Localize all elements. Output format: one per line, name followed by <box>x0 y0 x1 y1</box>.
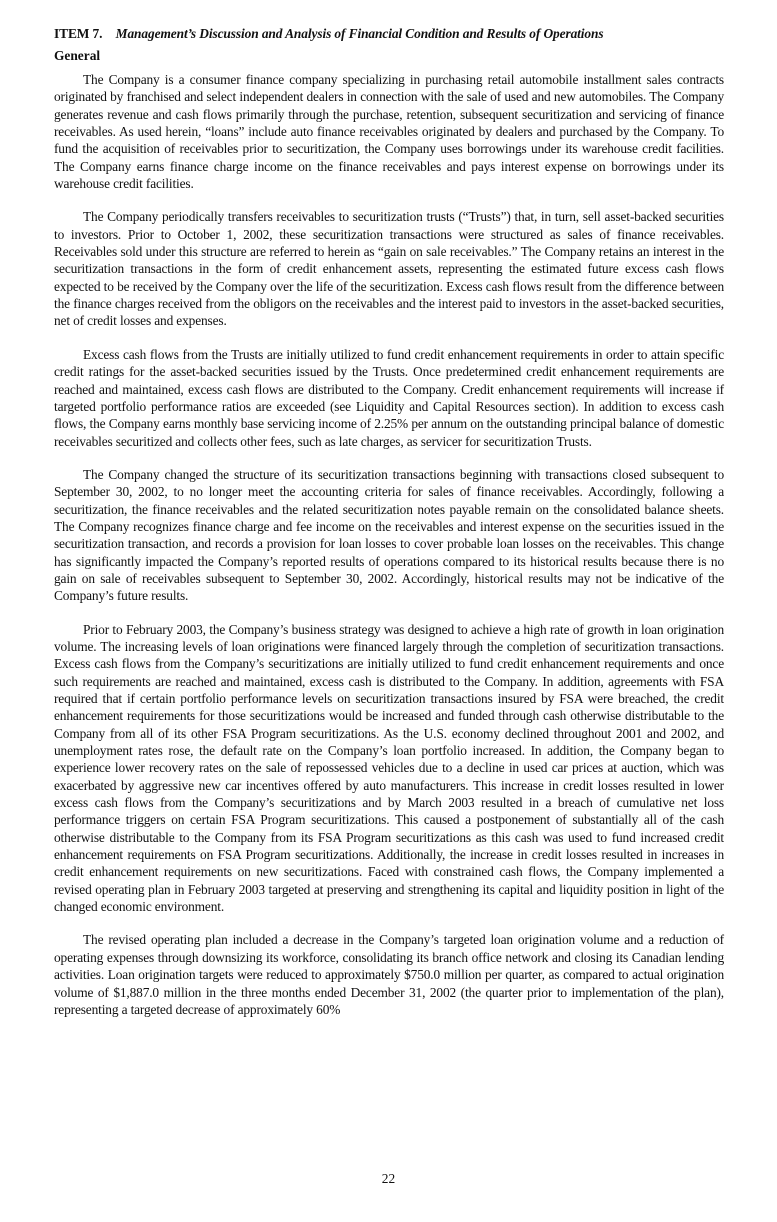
document-page <box>54 25 724 1034</box>
item-title: Management’s Discussion and Analysis of Financial Condition and Results of Operations <box>115 26 604 41</box>
paragraph-securitization-trusts: The Company periodically transfers receivables to securitization trusts (“Trusts”) that, in turn, sell asset-backed securities to investors. Prior to October 1, 2002, these securitization transactions were structured as sales of finance receivables. Receivables sold under this structure are referred to herein as “gain on sale receivables.” The Company retains an interest in the securitization transactions in the form of credit enhancement assets, representing the estimated future excess cash flows expected to be received by the Company over the life of the securitization. Excess cash flows result from the difference between the finance charges received from the obligors on the receivables and the interest paid to investors in the asset-backed securities, net of credit losses and expenses. <box>54 209 724 329</box>
item-number: ITEM 7. <box>54 26 103 41</box>
paragraph-excess-cash-flows: Excess cash flows from the Trusts are initially utilized to fund credit enhancement requirements in order to attain specific credit ratings for the asset-backed securities issued by the Trusts. Once predetermined credit enhancement requirements are reached and maintained, excess cash flows are distributed to the Company. Credit enhancement requirements will increase if targeted portfolio performance ratios are exceeded (see Liquidity and Capital Resources section). In addition to excess cash flows, the Company earns monthly base servicing income of 2.25% per annum on the outstanding principal balance of domestic receivables securitized and collects other fees, such as late charges, as servicer for securitization Trusts. <box>54 346 724 449</box>
item-heading <box>54 25 724 43</box>
paragraph-business-strategy: Prior to February 2003, the Company’s business strategy was designed to achieve a high rate of growth in loan origination volume. The increasing levels of loan originations were financed largely through the completion of securitization transactions. Excess cash flows from the Company’s securitizations are initially utilized to fund credit enhancement requirements and once such requirements are reached and maintained, excess cash is distributed to the Company. In addition, agreements with FSA required that if certain portfolio performance levels on securitization transactions insured by FSA were breached, the credit enhancement requirements for those securitizations would be increased and funded through cash otherwise distributable to the Company from all of its other FSA Program securitizations. As the U.S. economy declined throughout 2001 and 2002, and unemployment rates rose, the default rate on the Company’s loan portfolio increased. In addition, the Company began to experience lower recovery rates on the sale of repossessed vehicles due to a decline in used car prices at auction, which was exacerbated by aggressive new car incentives offered by auto manufacturers. This increase in credit losses resulted in lower excess cash flows from the Company’s securitizations and by March 2003 resulted in a breach of cumulative net loss performance triggers on certain FSA Program securitizations. This caused a postponement of substantially all of the cash otherwise distributable to the Company from its FSA Program securitizations as this cash was used to fund increased credit enhancement requirements on FSA Program securitizations. Additionally, the increase in credit losses resulted in increases in credit enhancement requirements on new securitizations. Faced with constrained cash flows, the Company implemented a revised operating plan in February 2003 targeted at preserving and strengthening its capital and liquidity position in light of the changed economic environment. <box>54 621 724 915</box>
section-heading: General <box>54 48 101 63</box>
page-number: 22 <box>381 1171 396 1186</box>
paragraph-business-overview: The Company is a consumer finance company specializing in purchasing retail automobile installment sales contracts originated by franchised and select independent dealers in connection with the sale of used and new automobiles. The Company generates revenue and cash flows primarily through the purchase, retention, subsequent securitization and servicing of finance receivables. As used herein, “loans” include auto finance receivables originated by dealers and purchased by the Company. To fund the acquisition of receivables prior to securitization, the Company uses borrowings under its warehouse credit facilities. The Company earns finance charge income on the finance receivables and pays interest expense on borrowings under its warehouse credit facilities. <box>54 72 724 192</box>
paragraph-revised-operating-plan: The revised operating plan included a decrease in the Company’s targeted loan origination volume and a reduction of operating expenses through downsizing its workforce, consolidating its branch office network and closing its Canadian lending activities. Loan origination targets were reduced to approximately $750.0 million per quarter, as compared to actual origination volume of $1,887.0 million in the three months ended December 31, 2002 (the quarter prior to implementation of the plan), representing a targeted decrease of approximately 60% <box>54 932 724 1017</box>
paragraph-structure-change: The Company changed the structure of its securitization transactions beginning with transactions closed subsequent to September 30, 2002, to no longer meet the accounting criteria for sales of finance receivables. Accordingly, following a securitization, the finance receivables and the related securitization notes payable remain on the consolidated balance sheets. The Company recognizes finance charge and fee income on the receivables and interest expense on the securities issued in the securitization transaction, and records a provision for loan losses to cover probable loan losses on the receivables. This change has significantly impacted the Company’s reported results of operations compared to its historical results because there is no gain on sale of receivables subsequent to September 30, 2002. Accordingly, historical results may not be indicative of the Company’s future results. <box>54 466 724 604</box>
